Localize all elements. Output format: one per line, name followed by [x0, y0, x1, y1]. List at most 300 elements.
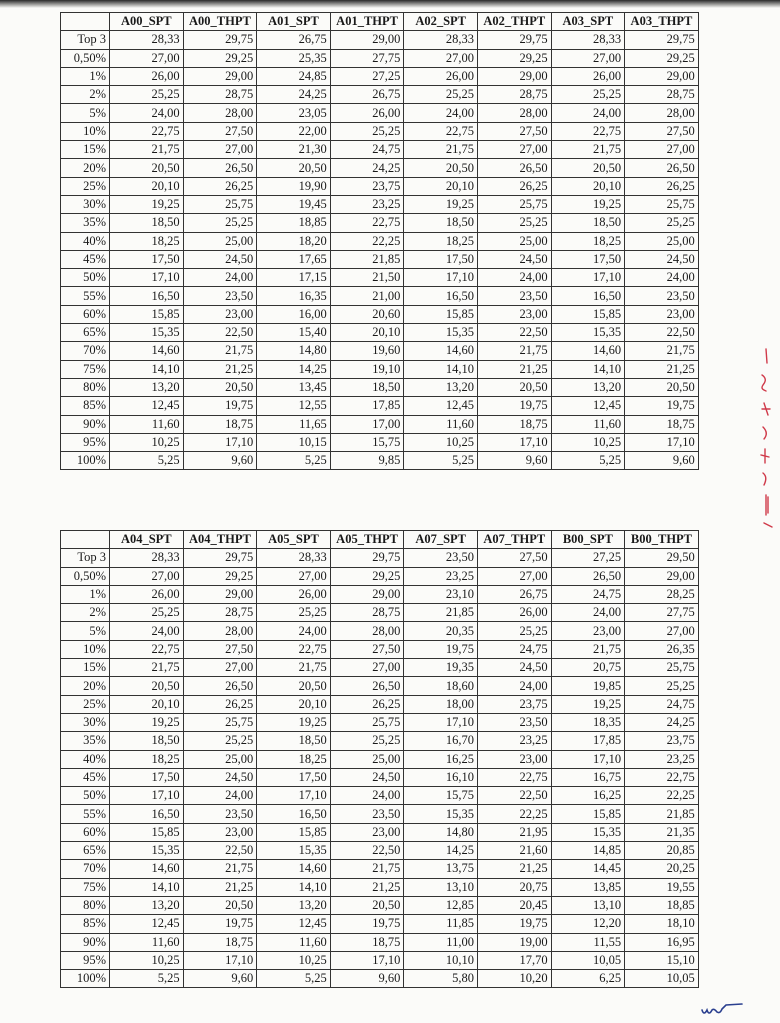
score-cell: 29,75: [183, 31, 257, 49]
score-cell: 20,50: [110, 159, 184, 177]
score-cell: 25,00: [183, 232, 257, 250]
row-label-cell: 10%: [61, 640, 110, 658]
score-cell: 17,10: [551, 750, 625, 768]
score-cell: 12,45: [257, 915, 331, 933]
score-cell: 25,25: [625, 677, 699, 695]
score-cell: 17,10: [551, 269, 625, 287]
score-cell: 21,25: [477, 360, 551, 378]
score-cell: 20,10: [110, 177, 184, 195]
score-cell: 24,25: [330, 159, 404, 177]
score-cell: 22,75: [110, 640, 184, 658]
score-cell: 28,75: [183, 604, 257, 622]
score-cell: 29,50: [625, 549, 699, 567]
column-header: A05_THPT: [330, 531, 404, 549]
percentile-table-2: [60, 530, 699, 988]
row-label-cell: 90%: [61, 933, 110, 951]
table-row: [61, 159, 699, 177]
score-cell: 22,50: [477, 324, 551, 342]
score-cell: 14,85: [551, 842, 625, 860]
score-cell: 18,75: [183, 933, 257, 951]
score-cell: 29,00: [183, 67, 257, 85]
score-cell: 22,50: [625, 324, 699, 342]
score-cell: 23,00: [551, 622, 625, 640]
score-cell: 16,50: [110, 805, 184, 823]
table-row: [61, 67, 699, 85]
score-cell: 19,25: [404, 195, 478, 213]
table-row: [61, 860, 699, 878]
score-cell: 19,00: [477, 933, 551, 951]
table-row: [61, 585, 699, 603]
score-cell: 24,00: [110, 622, 184, 640]
score-cell: 11,60: [110, 415, 184, 433]
score-cell: 28,33: [257, 549, 331, 567]
score-cell: 29,00: [183, 585, 257, 603]
score-cell: 19,25: [110, 195, 184, 213]
score-cell: 28,25: [625, 585, 699, 603]
column-header: A00_THPT: [183, 13, 257, 31]
table-row: [61, 177, 699, 195]
score-cell: 20,50: [257, 159, 331, 177]
score-cell: 19,55: [625, 878, 699, 896]
score-cell: 11,85: [404, 915, 478, 933]
table-row: [61, 677, 699, 695]
row-label-cell: 45%: [61, 768, 110, 786]
score-cell: 26,00: [110, 67, 184, 85]
score-cell: 9,85: [330, 452, 404, 470]
table-header-row: [61, 13, 699, 31]
score-cell: 15,75: [330, 433, 404, 451]
score-cell: 17,10: [183, 951, 257, 969]
score-cell: 17,85: [330, 397, 404, 415]
score-cell: 10,05: [625, 970, 699, 988]
score-cell: 16,00: [257, 305, 331, 323]
score-cell: 26,00: [257, 585, 331, 603]
score-cell: 21,75: [183, 860, 257, 878]
score-cell: 17,65: [257, 250, 331, 268]
score-cell: 17,10: [625, 433, 699, 451]
column-header: A04_SPT: [110, 531, 184, 549]
score-cell: 27,50: [477, 549, 551, 567]
score-cell: 25,25: [257, 604, 331, 622]
score-cell: 26,50: [183, 159, 257, 177]
score-cell: 15,35: [404, 324, 478, 342]
header-corner-cell: [61, 531, 110, 549]
score-cell: 15,75: [404, 787, 478, 805]
score-cell: 24,75: [551, 585, 625, 603]
score-cell: 5,25: [404, 452, 478, 470]
score-cell: 21,25: [330, 878, 404, 896]
score-cell: 27,00: [625, 622, 699, 640]
row-label-cell: 45%: [61, 250, 110, 268]
table-row: [61, 269, 699, 287]
table-row: [61, 659, 699, 677]
score-cell: 17,10: [183, 433, 257, 451]
score-cell: 19,85: [551, 677, 625, 695]
score-cell: 17,10: [404, 269, 478, 287]
score-cell: 20,10: [551, 177, 625, 195]
score-cell: 22,50: [330, 842, 404, 860]
score-cell: 22,75: [625, 768, 699, 786]
score-cell: 22,75: [257, 640, 331, 658]
score-cell: 18,50: [110, 214, 184, 232]
score-cell: 22,75: [477, 768, 551, 786]
score-cell: 16,25: [551, 787, 625, 805]
score-cell: 24,75: [477, 640, 551, 658]
score-cell: 18,50: [257, 732, 331, 750]
score-cell: 28,00: [625, 104, 699, 122]
table-row: [61, 640, 699, 658]
score-cell: 18,50: [551, 214, 625, 232]
score-cell: 24,00: [110, 104, 184, 122]
table-row: [61, 104, 699, 122]
score-cell: 9,60: [183, 970, 257, 988]
score-cell: 21,75: [477, 342, 551, 360]
score-cell: 20,10: [330, 324, 404, 342]
score-cell: 28,00: [330, 622, 404, 640]
score-cell: 23,50: [477, 287, 551, 305]
score-cell: 27,00: [551, 49, 625, 67]
score-cell: 20,50: [551, 159, 625, 177]
score-cell: 23,50: [477, 713, 551, 731]
score-cell: 10,25: [110, 433, 184, 451]
score-cell: 26,25: [625, 177, 699, 195]
score-cell: 15,85: [110, 823, 184, 841]
score-cell: 25,25: [330, 122, 404, 140]
row-label-cell: 100%: [61, 970, 110, 988]
score-cell: 28,00: [183, 104, 257, 122]
table-row: [61, 878, 699, 896]
score-cell: 17,15: [257, 269, 331, 287]
row-label-cell: 30%: [61, 195, 110, 213]
score-cell: 23,75: [330, 177, 404, 195]
score-cell: 10,25: [551, 433, 625, 451]
score-cell: 22,00: [257, 122, 331, 140]
score-cell: 19,25: [257, 713, 331, 731]
score-cell: 29,00: [330, 31, 404, 49]
score-cell: 11,65: [257, 415, 331, 433]
score-cell: 28,75: [625, 86, 699, 104]
table-row: [61, 622, 699, 640]
score-cell: 5,25: [257, 970, 331, 988]
score-cell: 9,60: [330, 970, 404, 988]
column-header: A07_SPT: [404, 531, 478, 549]
score-cell: 29,25: [477, 49, 551, 67]
score-cell: 25,75: [183, 195, 257, 213]
score-cell: 15,85: [110, 305, 184, 323]
score-cell: 25,25: [330, 732, 404, 750]
score-cell: 21,75: [625, 342, 699, 360]
table-row: [61, 378, 699, 396]
header-corner-cell: [61, 13, 110, 31]
score-cell: 14,60: [110, 342, 184, 360]
score-cell: 27,50: [330, 640, 404, 658]
score-cell: 12,45: [110, 915, 184, 933]
score-cell: 19,90: [257, 177, 331, 195]
score-cell: 18,75: [625, 415, 699, 433]
score-cell: 29,00: [330, 585, 404, 603]
table-row: [61, 433, 699, 451]
score-cell: 13,45: [257, 378, 331, 396]
score-cell: 23,25: [404, 567, 478, 585]
score-cell: 20,50: [330, 896, 404, 914]
score-cell: 28,75: [477, 86, 551, 104]
score-cell: 28,33: [110, 549, 184, 567]
row-label-cell: 15%: [61, 659, 110, 677]
score-cell: 20,75: [551, 659, 625, 677]
score-cell: 22,25: [625, 787, 699, 805]
score-cell: 12,20: [551, 915, 625, 933]
score-cell: 26,50: [330, 677, 404, 695]
score-cell: 25,25: [110, 86, 184, 104]
score-cell: 24,25: [257, 86, 331, 104]
score-cell: 23,00: [183, 823, 257, 841]
score-cell: 29,00: [477, 67, 551, 85]
score-cell: 26,25: [330, 695, 404, 713]
row-label-cell: 15%: [61, 141, 110, 159]
row-label-cell: 60%: [61, 823, 110, 841]
table-header-row: [61, 531, 699, 549]
score-cell: 13,10: [404, 878, 478, 896]
score-cell: 29,25: [183, 49, 257, 67]
score-cell: 18,25: [551, 232, 625, 250]
score-cell: 29,25: [625, 49, 699, 67]
score-cell: 25,75: [477, 195, 551, 213]
score-cell: 23,05: [257, 104, 331, 122]
score-cell: 5,25: [110, 970, 184, 988]
score-cell: 19,10: [330, 360, 404, 378]
score-cell: 20,10: [110, 695, 184, 713]
score-cell: 26,00: [477, 604, 551, 622]
score-cell: 20,50: [110, 677, 184, 695]
score-cell: 12,45: [551, 397, 625, 415]
score-cell: 14,60: [110, 860, 184, 878]
score-cell: 18,50: [330, 378, 404, 396]
table-row: [61, 805, 699, 823]
score-cell: 13,20: [404, 378, 478, 396]
score-cell: 21,25: [477, 860, 551, 878]
score-cell: 21,85: [404, 604, 478, 622]
score-cell: 27,25: [551, 549, 625, 567]
score-cell: 16,50: [551, 287, 625, 305]
score-cell: 17,10: [477, 433, 551, 451]
score-cell: 12,45: [110, 397, 184, 415]
score-cell: 27,00: [110, 567, 184, 585]
score-cell: 23,50: [183, 805, 257, 823]
score-cell: 21,25: [183, 878, 257, 896]
score-cell: 25,25: [625, 214, 699, 232]
score-cell: 26,00: [330, 104, 404, 122]
score-cell: 26,50: [625, 159, 699, 177]
score-cell: 22,50: [477, 787, 551, 805]
score-cell: 16,10: [404, 768, 478, 786]
score-cell: 14,10: [110, 878, 184, 896]
score-cell: 22,75: [551, 122, 625, 140]
score-cell: 16,75: [551, 768, 625, 786]
score-cell: 27,00: [404, 49, 478, 67]
score-cell: 19,75: [330, 915, 404, 933]
score-cell: 18,85: [625, 896, 699, 914]
score-cell: 25,75: [625, 195, 699, 213]
row-label-cell: 2%: [61, 604, 110, 622]
score-cell: 26,25: [183, 695, 257, 713]
score-cell: 21,00: [330, 287, 404, 305]
score-cell: 21,50: [330, 269, 404, 287]
score-cell: 11,60: [110, 933, 184, 951]
score-cell: 20,45: [477, 896, 551, 914]
score-cell: 27,50: [183, 640, 257, 658]
table-row: [61, 951, 699, 969]
score-cell: 25,75: [183, 713, 257, 731]
score-cell: 27,00: [110, 49, 184, 67]
score-cell: 28,33: [404, 31, 478, 49]
score-cell: 16,35: [257, 287, 331, 305]
score-cell: 23,00: [477, 750, 551, 768]
score-cell: 13,20: [551, 378, 625, 396]
score-cell: 21,75: [404, 141, 478, 159]
score-cell: 27,00: [477, 567, 551, 585]
score-cell: 24,75: [330, 141, 404, 159]
row-label-cell: 55%: [61, 805, 110, 823]
score-cell: 22,75: [330, 214, 404, 232]
score-cell: 21,75: [330, 860, 404, 878]
score-cell: 29,00: [625, 567, 699, 585]
column-header: A04_THPT: [183, 531, 257, 549]
column-header: B00_SPT: [551, 531, 625, 549]
score-cell: 21,30: [257, 141, 331, 159]
score-cell: 23,10: [404, 585, 478, 603]
score-cell: 13,20: [257, 896, 331, 914]
score-cell: 15,85: [551, 305, 625, 323]
row-label-cell: 5%: [61, 104, 110, 122]
score-cell: 27,00: [625, 141, 699, 159]
score-cell: 21,25: [183, 360, 257, 378]
score-cell: 26,35: [625, 640, 699, 658]
score-cell: 17,10: [257, 787, 331, 805]
score-cell: 19,75: [477, 915, 551, 933]
score-cell: 20,35: [404, 622, 478, 640]
row-label-cell: 65%: [61, 324, 110, 342]
score-cell: 17,50: [551, 250, 625, 268]
score-cell: 21,25: [625, 360, 699, 378]
table-row: [61, 567, 699, 585]
score-cell: 24,50: [183, 768, 257, 786]
score-cell: 14,10: [404, 360, 478, 378]
score-cell: 29,75: [625, 31, 699, 49]
row-label-cell: 5%: [61, 622, 110, 640]
table-row: [61, 214, 699, 232]
score-cell: 26,00: [404, 67, 478, 85]
row-label-cell: 95%: [61, 433, 110, 451]
score-cell: 21,60: [477, 842, 551, 860]
score-cell: 15,10: [625, 951, 699, 969]
score-cell: 28,33: [110, 31, 184, 49]
score-cell: 25,75: [330, 713, 404, 731]
score-cell: 23,75: [477, 695, 551, 713]
score-cell: 25,25: [477, 622, 551, 640]
score-cell: 15,35: [551, 823, 625, 841]
score-cell: 25,25: [110, 604, 184, 622]
score-cell: 18,60: [404, 677, 478, 695]
table-row: [61, 250, 699, 268]
score-cell: 28,33: [551, 31, 625, 49]
score-cell: 19,75: [477, 397, 551, 415]
row-label-cell: 90%: [61, 415, 110, 433]
score-cell: 27,25: [330, 67, 404, 85]
score-cell: 20,10: [257, 695, 331, 713]
row-label-cell: 80%: [61, 896, 110, 914]
row-label-cell: 0,50%: [61, 49, 110, 67]
column-header: A01_SPT: [257, 13, 331, 31]
score-cell: 9,60: [625, 452, 699, 470]
row-label-cell: 20%: [61, 677, 110, 695]
score-cell: 27,00: [330, 659, 404, 677]
score-cell: 18,20: [257, 232, 331, 250]
score-cell: 26,50: [477, 159, 551, 177]
score-cell: 18,25: [110, 750, 184, 768]
score-cell: 20,50: [183, 378, 257, 396]
score-cell: 20,75: [477, 878, 551, 896]
table-row: [61, 604, 699, 622]
score-cell: 18,75: [477, 415, 551, 433]
score-cell: 14,80: [257, 342, 331, 360]
row-label-cell: 40%: [61, 750, 110, 768]
score-cell: 21,95: [477, 823, 551, 841]
score-cell: 14,10: [551, 360, 625, 378]
row-label-cell: 50%: [61, 787, 110, 805]
score-cell: 29,25: [330, 567, 404, 585]
table-row: [61, 397, 699, 415]
score-cell: 23,50: [183, 287, 257, 305]
score-cell: 22,25: [477, 805, 551, 823]
score-cell: 19,75: [183, 915, 257, 933]
score-cell: 6,25: [551, 970, 625, 988]
score-cell: 18,10: [625, 915, 699, 933]
table-row: [61, 842, 699, 860]
score-cell: 16,95: [625, 933, 699, 951]
row-label-cell: 1%: [61, 585, 110, 603]
score-cell: 26,50: [183, 677, 257, 695]
score-cell: 20,25: [625, 860, 699, 878]
table-row: [61, 141, 699, 159]
table-row: [61, 86, 699, 104]
table-row: [61, 415, 699, 433]
score-cell: 10,15: [257, 433, 331, 451]
score-cell: 16,70: [404, 732, 478, 750]
score-cell: 27,00: [183, 659, 257, 677]
score-cell: 26,25: [183, 177, 257, 195]
score-cell: 12,55: [257, 397, 331, 415]
score-cell: 23,00: [183, 305, 257, 323]
score-cell: 23,25: [477, 732, 551, 750]
score-cell: 18,50: [110, 732, 184, 750]
score-cell: 16,50: [257, 805, 331, 823]
table-row: [61, 970, 699, 988]
score-cell: 19,35: [404, 659, 478, 677]
score-cell: 14,10: [110, 360, 184, 378]
score-cell: 26,75: [330, 86, 404, 104]
table-row: [61, 342, 699, 360]
score-cell: 18,25: [110, 232, 184, 250]
score-cell: 14,25: [404, 842, 478, 860]
score-cell: 23,00: [477, 305, 551, 323]
score-cell: 14,60: [257, 860, 331, 878]
score-cell: 10,10: [404, 951, 478, 969]
score-cell: 24,50: [625, 250, 699, 268]
score-cell: 28,00: [183, 622, 257, 640]
score-cell: 14,25: [257, 360, 331, 378]
score-cell: 16,25: [404, 750, 478, 768]
score-cell: 15,35: [404, 805, 478, 823]
